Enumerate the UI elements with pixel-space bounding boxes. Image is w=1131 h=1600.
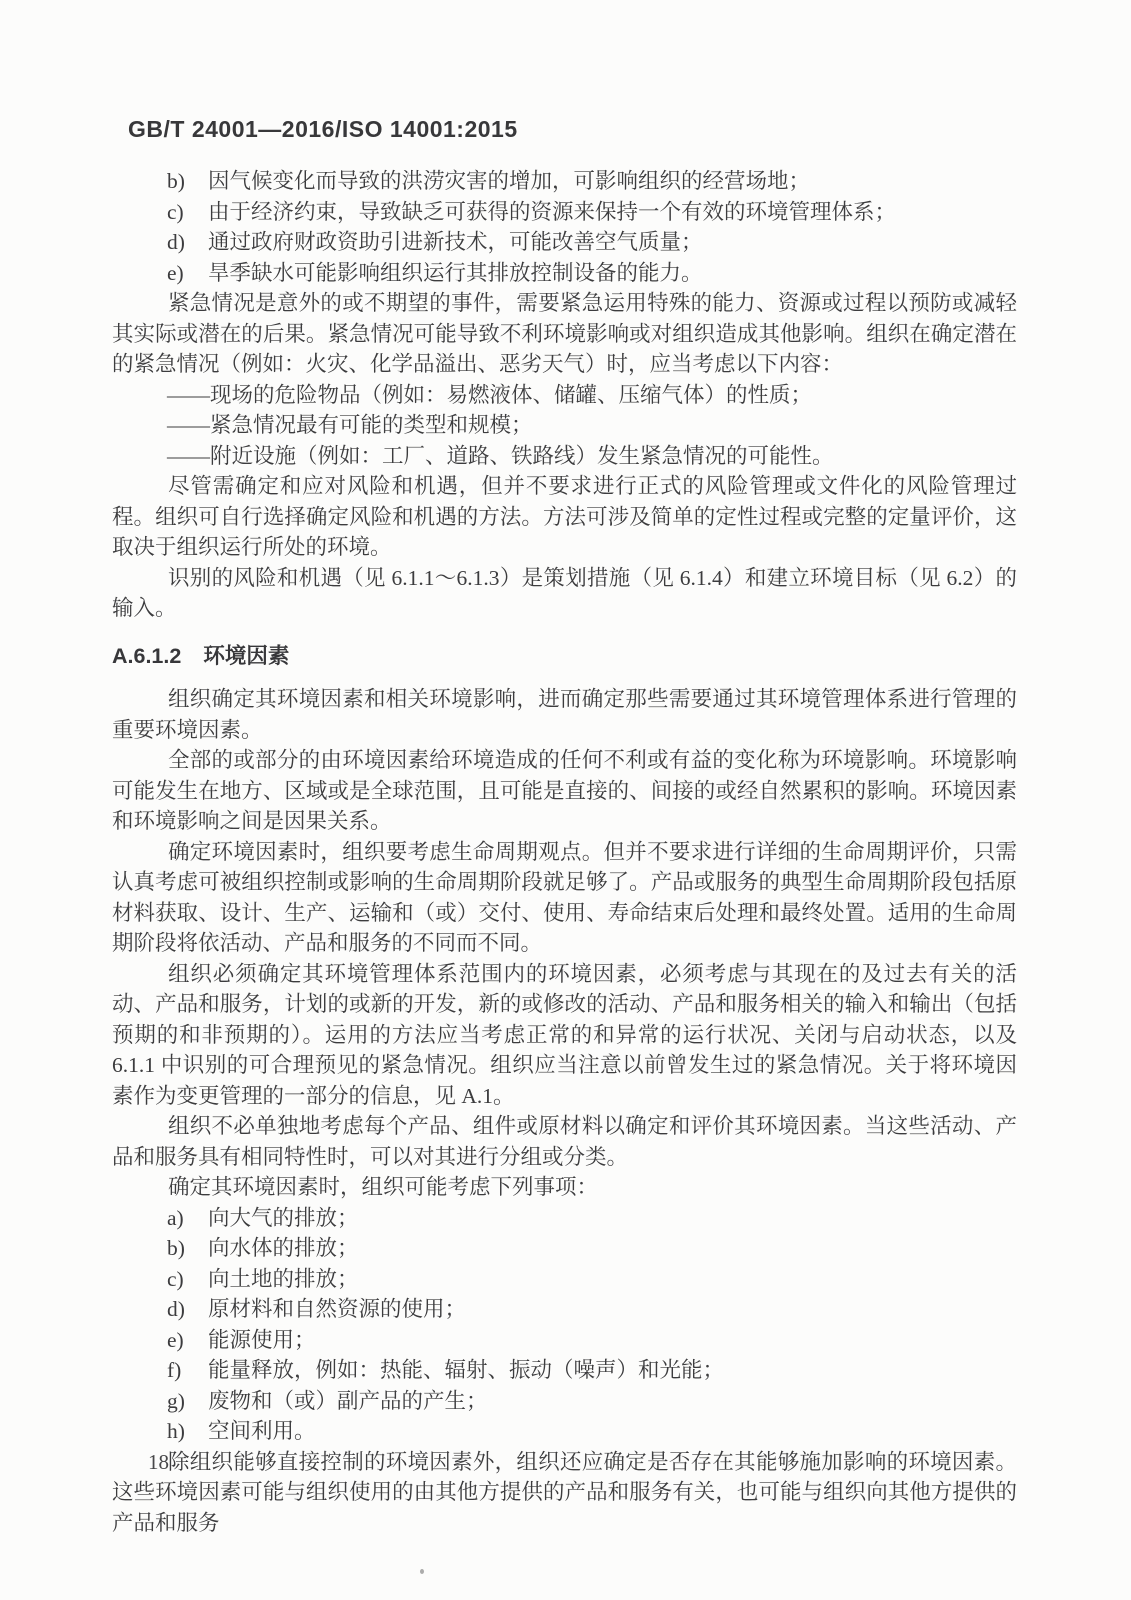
list-item-text: 由于经济约束，导致缺乏可获得的资源来保持一个有效的环境管理体系； bbox=[208, 199, 897, 224]
paragraph-ems-scope-aspects: 组织必须确定其环境管理体系范围内的环境因素，必须考虑与其现在的及过去有关的活动、产品和服务，计划的或新的开发，新的或修改的活动、产品和服务相关的输入和输出（包括预期的和非预期的）。运用的方法应当考虑正常的和异常的运行状况、关闭与启动状态，以及 6.1.1 中识别的可合理预见的紧急情况。组织应当注意以前曾发生过的紧急情况。关于将环境因素作为变更管理的一部分的信息，见 A.1。 bbox=[112, 961, 1017, 1108]
list-item-text: 因气候变化而导致的洪涝灾害的增加，可影响组织的经营场地； bbox=[208, 169, 811, 193]
list-item bbox=[112, 258, 1017, 289]
page-body bbox=[112, 166, 1017, 1538]
list-item-text: 能量释放，例如：热能、辐射、振动（噪声）和光能； bbox=[208, 1358, 725, 1382]
paragraph-risk-opportunity-input: 识别的风险和机遇（见 6.1.1～6.1.3）是策划措施（见 6.1.4）和建立环境目标（见 6.2）的输入。 bbox=[112, 565, 1017, 620]
list-item bbox=[112, 1416, 1017, 1447]
paragraph-grouping: 组织不必单独地考虑每个产品、组件或原材料以确定和评价其环境因素。当这些活动、产品和服务具有相同特性时，可以对其进行分组或分类。 bbox=[112, 1114, 1017, 1169]
list-item-text: 旱季缺水可能影响组织运行其排放控制设备的能力。 bbox=[208, 260, 703, 285]
paragraph-considerations-intro: 确定其环境因素时，组织可能考虑下列事项： bbox=[168, 1175, 599, 1199]
list-item-text: 原材料和自然资源的使用； bbox=[208, 1297, 467, 1321]
environmental-aspects-list bbox=[112, 1203, 1017, 1447]
scan-speck bbox=[420, 1569, 424, 1574]
list-item-label: b) bbox=[167, 169, 185, 193]
list-item-label: h) bbox=[167, 1419, 185, 1443]
list-item-label: f) bbox=[167, 1358, 182, 1382]
list-item-label: b) bbox=[167, 1236, 185, 1260]
list-item-label: g) bbox=[167, 1388, 185, 1413]
standard-number-header: GB/T 24001—2016/ISO 14001:2015 bbox=[128, 116, 518, 142]
paragraph-emergency-definition: 紧急情况是意外的或不期望的事件，需要紧急运用特殊的能力、资源或过程以预防或减轻其实际或潜在的后果。紧急情况可能导致不利环境影响或对组织造成其他影响。组织在确定潜在的紧急情况（例如：火灾、化学品溢出、恶劣天气）时，应当考虑以下内容： bbox=[112, 291, 1017, 376]
section-number: A.6.1.2 bbox=[112, 643, 182, 668]
list-item-text: 空间利用。 bbox=[208, 1419, 316, 1443]
paragraph-life-cycle: 确定环境因素时，组织要考虑生命周期观点。但并不要求进行详细的生命周期评价，只需认真考虑可被组织控制或影响的生命周期阶段就足够了。产品或服务的典型生命周期阶段包括原材料获取、设计、生产、运输和（或）交付、使用、寿命结束后处理和最终处置。适用的生命周期阶段将依活动、产品和服务的不同而不同。 bbox=[112, 839, 1017, 955]
list-item-label: d) bbox=[167, 230, 185, 254]
paragraph-influence-aspects: 除组织能够直接控制的环境因素外，组织还应确定是否存在其能够施加影响的环境因素。这些环境因素可能与组织使用的由其他方提供的产品和服务有关，也可能与组织向其他方提供的产品和服务 bbox=[112, 1449, 1017, 1535]
list-item-text: 能源使用； bbox=[208, 1327, 316, 1352]
list-item-text: 向大气的排放； bbox=[208, 1205, 359, 1230]
list-item-text: 废物和（或）副产品的产生； bbox=[208, 1388, 488, 1413]
page-number: 18 bbox=[148, 1450, 169, 1474]
list-item-label: c) bbox=[167, 199, 184, 224]
list-item-text: 向水体的排放； bbox=[208, 1236, 359, 1260]
list-item-label: c) bbox=[167, 1266, 184, 1291]
list-item-label: a) bbox=[167, 1205, 184, 1230]
list-item-text: 向土地的排放； bbox=[208, 1266, 359, 1291]
list-item-text: 通过政府财政资助引进新技术，可能改善空气质量； bbox=[208, 230, 703, 254]
list-item: ——现场的危险物品（例如：易燃液体、储罐、压缩气体）的性质； bbox=[167, 382, 813, 407]
list-item-label: e) bbox=[167, 260, 184, 285]
list-item bbox=[112, 227, 1017, 258]
list-item-label: d) bbox=[167, 1297, 185, 1321]
list-item bbox=[112, 1325, 1017, 1356]
list-item bbox=[112, 1386, 1017, 1417]
list-item: ——紧急情况最有可能的类型和规模； bbox=[167, 413, 533, 437]
list-item bbox=[112, 1355, 1017, 1386]
paragraph-risk-management: 尽管需确定和应对风险和机遇，但并不要求进行正式的风险管理或文件化的风险管理过程。组织可自行选择确定风险和机遇的方法。方法可涉及简单的定性过程或完整的定量评价，这取决于组织运行所处的环境。 bbox=[112, 474, 1017, 559]
list-item bbox=[112, 1233, 1017, 1264]
list-item bbox=[112, 166, 1017, 197]
list-item: ——附近设施（例如：工厂、道路、铁路线）发生紧急情况的可能性。 bbox=[167, 443, 834, 468]
section-heading bbox=[112, 641, 1017, 672]
list-item bbox=[112, 1294, 1017, 1325]
emergency-opportunity-list bbox=[112, 166, 1017, 288]
section-title: 环境因素 bbox=[203, 643, 290, 668]
paragraph-env-impact-definition: 全部的或部分的由环境因素给环境造成的任何不利或有益的变化称为环境影响。环境影响可能发生在地方、区域或是全球范围，且可能是直接的、间接的或经自然累积的影响。环境因素和环境影响之间是因果关系。 bbox=[112, 748, 1017, 833]
emergency-considerations-list bbox=[112, 380, 1017, 472]
list-item bbox=[112, 197, 1017, 228]
paragraph-env-aspects-intro: 组织确定其环境因素和相关环境影响，进而确定那些需要通过其环境管理体系进行管理的重要环境因素。 bbox=[112, 687, 1017, 742]
list-item bbox=[112, 1264, 1017, 1295]
list-item-label: e) bbox=[167, 1327, 184, 1352]
list-item bbox=[112, 1203, 1017, 1234]
